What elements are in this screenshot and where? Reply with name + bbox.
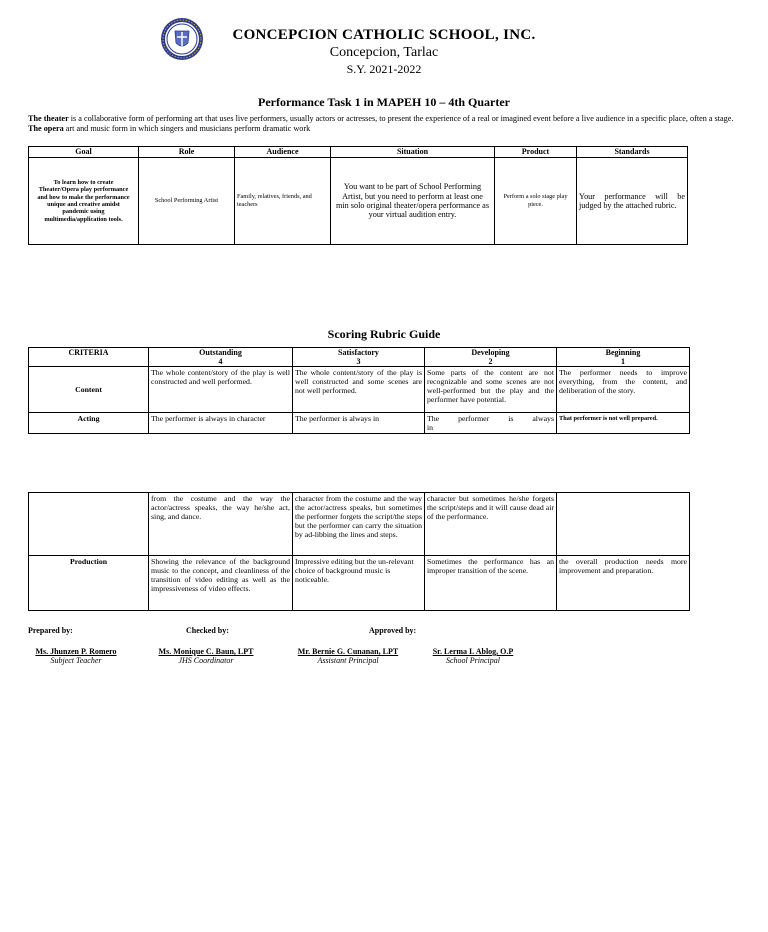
- production-developing: Sometimes the performance has an improper transition of the scene.: [425, 556, 557, 611]
- signatory-name: Sr. Lerma I. Ablog, O.P: [432, 647, 514, 656]
- satisfactory-score: 3: [356, 357, 361, 366]
- signatory-name: Ms. Jhunzen P. Romero: [35, 647, 117, 656]
- opera-text: art and music form in which singers and musicians perform dramatic work: [63, 123, 311, 133]
- signatory-assistant-principal: [287, 647, 409, 665]
- content-developing: Some parts of the content are not recognizable and some scenes are not well-performed but the play and the performer have potential.: [425, 367, 557, 413]
- opera-term: The opera: [28, 123, 64, 133]
- signatory-school-principal: [420, 647, 526, 665]
- criteria-label: CRITERIA: [68, 348, 109, 357]
- header-product: Product: [495, 147, 577, 158]
- rubric-header-row: [29, 348, 690, 367]
- acting-beginning-part1: That performer is not well prepared.: [557, 413, 690, 434]
- header-satisfactory: [293, 348, 425, 367]
- prepared-by-label: Prepared by:: [28, 626, 73, 635]
- satisfactory-label: Satisfactory: [338, 348, 379, 357]
- acting-outstanding-part2: from the costume and the way the actor/actress speaks, the way he/she act, sing, and dance.: [149, 493, 293, 556]
- acting-satisfactory-part1: The performer is always in: [293, 413, 425, 434]
- developing-label: Developing: [471, 348, 510, 357]
- theater-term: The theater: [28, 114, 69, 123]
- header-audience: Audience: [235, 147, 331, 158]
- production-criteria: Production: [29, 556, 149, 611]
- outstanding-score: 4: [218, 357, 223, 366]
- header-goal: Goal: [29, 147, 139, 158]
- beginning-label: Beginning: [605, 348, 641, 357]
- signatory-name: Ms. Monique C. Baun, LPT: [158, 647, 254, 656]
- grasps-table: [28, 146, 688, 245]
- goal-cell: To learn how to create Theater/Opera play performance and how to make the performance unique and creative amidst pandemic using multimedia/application tools.: [29, 158, 139, 245]
- opera-definition: [28, 124, 746, 134]
- situation-cell: You want to be part of School Performing Artist, but you need to perform at least one min solo original theater/opera performance as your virtual audition entry.: [331, 158, 495, 245]
- grasps-row: [29, 158, 688, 245]
- standards-cell: Your performance will be judged by the attached rubric.: [577, 158, 688, 245]
- approved-by-label: Approved by:: [369, 626, 417, 635]
- signatory-name: Mr. Bernie G. Cunanan, LPT: [297, 647, 399, 656]
- product-cell: Perform a solo stage play piece.: [495, 158, 577, 245]
- beginning-score: 1: [621, 357, 625, 366]
- header-outstanding: [149, 348, 293, 367]
- content-row: [29, 367, 690, 413]
- acting-row: [29, 413, 690, 434]
- school-name: CONCEPCION CATHOLIC SCHOOL, INC.: [232, 27, 536, 43]
- production-outstanding: Showing the relevance of the background music to the concept, and cleanliness of the transition of video editing as well as the impressiveness of video effects.: [149, 556, 293, 611]
- acting-row-continued: [29, 493, 690, 556]
- signatory-position: JHS Coordinator: [178, 656, 234, 665]
- grasps-header-row: [29, 147, 688, 158]
- header-developing: [425, 348, 557, 367]
- header-criteria: [29, 348, 149, 367]
- acting-outstanding-part1: The performer is always in character: [149, 413, 293, 434]
- rubric-table-continued: [28, 492, 690, 611]
- school-location: Concepcion, Tarlac: [329, 45, 439, 60]
- acting-criteria-empty: [29, 493, 149, 556]
- theater-definition: [28, 114, 746, 124]
- content-satisfactory: The whole content/story of the play is well constructed and some scenes are not well performed.: [293, 367, 425, 413]
- header-beginning: [557, 348, 690, 367]
- signatory-jhs-coordinator: [150, 647, 262, 665]
- signatory-subject-teacher: [28, 647, 124, 665]
- audience-cell: Family, relatives, friends, and teachers: [235, 158, 331, 245]
- signatory-position: Assistant Principal: [317, 656, 379, 665]
- acting-developing-part1: The performer is always in: [425, 413, 557, 434]
- acting-beginning-part2: [557, 493, 690, 556]
- rubric-title: Scoring Rubric Guide: [327, 327, 441, 341]
- outstanding-label: Outstanding: [199, 348, 242, 357]
- role-cell: School Performing Artist: [139, 158, 235, 245]
- developing-score: 2: [488, 357, 493, 366]
- production-satisfactory: Impressive editing but the un-relevant choice of background music is noticeable.: [293, 556, 425, 611]
- header-situation: Situation: [331, 147, 495, 158]
- acting-satisfactory-part2: character from the costume and the way the actor/actress speaks, but sometimes the performer forgets the script/the steps but the performer can carry the situation by ad-libbing the lines and steps.: [293, 493, 425, 556]
- production-beginning: the overall production needs more improvement and preparation.: [557, 556, 690, 611]
- header-role: Role: [139, 147, 235, 158]
- production-row: [29, 556, 690, 611]
- signatory-position: School Principal: [446, 656, 500, 665]
- checked-by-label: Checked by:: [186, 626, 229, 635]
- school-year: S.Y. 2021-2022: [346, 62, 422, 76]
- signatory-position: Subject Teacher: [50, 656, 102, 665]
- content-outstanding: The whole content/story of the play is well constructed and well performed.: [149, 367, 293, 413]
- acting-criteria: Acting: [29, 413, 149, 434]
- rubric-table: [28, 347, 690, 434]
- acting-developing-part2: character but sometimes he/she forgets the script/steps and it will cause dead air of the performance.: [425, 493, 557, 556]
- header-standards: Standards: [577, 147, 688, 158]
- content-beginning: The performer needs to improve everything, from the content, and deliberation of the story.: [557, 367, 690, 413]
- definitions-paragraph: [28, 114, 746, 133]
- content-criteria: Content: [29, 367, 149, 413]
- task-title: Performance Task 1 in MAPEH 10 – 4th Quarter: [258, 95, 510, 109]
- theater-text: is a collaborative form of performing art that uses live performers, usually actors or actresses, to present the experience of a real or imagined event before a live audience in a specific place, often a stage.: [68, 114, 734, 123]
